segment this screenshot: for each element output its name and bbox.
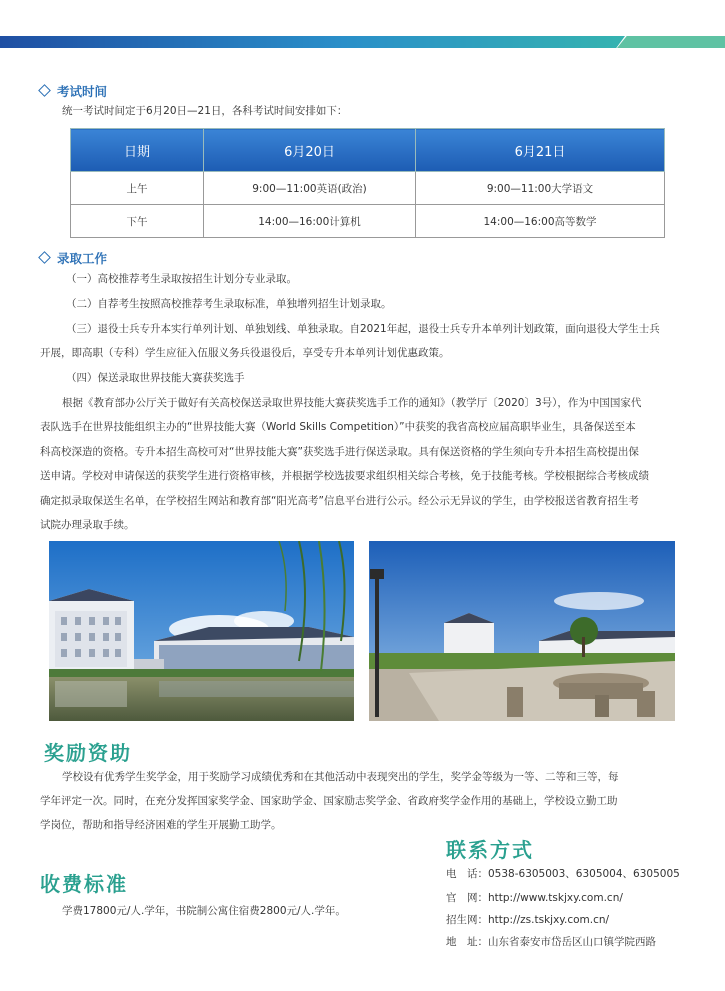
table-cell: 下午	[71, 205, 204, 238]
scholarship-line: 学年评定一次。同时，在充分发挥国家奖学金、国家助学金、国家励志奖学金、省政府奖学金作用的基础上，学校设立勤工助	[40, 795, 618, 807]
scholarship-line: 学岗位，帮助和指导经济困难的学生开展勤工助学。	[40, 819, 282, 831]
admission-item: （四）保送录取世界技能大赛获奖选手	[66, 372, 245, 384]
top-bar-accent	[617, 36, 725, 48]
table-cell: 9:00—11:00大学语文	[416, 172, 665, 205]
exam-time-intro: 统一考试时间定于6月20日—21日，各科考试时间安排如下：	[62, 105, 348, 117]
top-decorative-bar	[0, 36, 725, 48]
table-row	[71, 172, 665, 205]
admission-paragraph-line: 试院办理录取手续。	[40, 519, 135, 531]
table-header-cell: 6月20日	[204, 129, 416, 172]
table-header-cell: 6月21日	[416, 129, 665, 172]
admission-paragraph-line: 科高校深造的资格。专升本招生高校可对“世界技能大赛”获奖选手进行保送录取。具有保送资格的学生须向专升本招生高校提出保	[40, 446, 639, 458]
campus-photo-lake	[49, 541, 354, 721]
contact-address: 地 址：山东省泰安市岱岳区山口镇学院西路	[446, 936, 656, 948]
top-bar-gradient	[0, 36, 625, 48]
fees-text: 学费17800元/人.学年，书院制公寓住宿费2800元/人.学年。	[62, 905, 346, 917]
contact-heading: 联系方式	[446, 838, 534, 862]
exam-schedule-table	[70, 128, 665, 238]
table-cell: 9:00—11:00英语(政治)	[204, 172, 416, 205]
scholarship-heading: 奖励资助	[44, 741, 132, 765]
scholarship-line: 学校设有优秀学生奖学金，用于奖励学习成绩优秀和在其他活动中表现突出的学生，奖学金等级为一等、二等和三等，每	[62, 771, 619, 783]
contact-phone: 电 话：0538-6305003、6305004、6305005	[446, 868, 680, 880]
exam-time-heading: 考试时间	[40, 82, 107, 100]
admission-item: （二）自荐考生按照高校推荐考生录取标准，单独增列招生计划录取。	[66, 298, 392, 310]
admission-paragraph-line: 确定拟录取保送生名单，在学校招生网站和教育部“阳光高考”信息平台进行公示。经公示无异议的学生，由学校报送省教育招生考	[40, 495, 639, 507]
table-header-cell: 日期	[71, 129, 204, 172]
table-cell: 上午	[71, 172, 204, 205]
diamond-icon	[38, 251, 51, 264]
table-cell: 14:00—16:00高等数学	[416, 205, 665, 238]
admission-item: 开展，即高职（专科）学生应征入伍服义务兵役退役后，享受专升本单列计划优惠政策。	[40, 347, 450, 359]
admission-paragraph-line: 送申请。学校对申请保送的获奖学生进行资格审核，并根据学校选拔要求组织相关综合考核，免于技能考核。学校根据综合考核成绩	[40, 470, 649, 482]
admission-item: （三）退役士兵专升本实行单列计划、单独划线、单独录取。自2021年起，退役士兵专升本单列计划政策，面向退役大学生士兵	[66, 323, 660, 335]
diamond-icon	[38, 84, 51, 97]
table-header-row	[71, 129, 665, 172]
contact-admission-site[interactable]: 招生网：http://zs.tskjxy.com.cn/	[446, 914, 610, 926]
admission-paragraph-line: 表队选手在世界技能组织主办的“世界技能大赛（World Skills Competition）”中获奖的我省高校应届高职毕业生，具备保送至本	[40, 421, 636, 433]
fees-heading: 收费标准	[40, 872, 128, 896]
admission-paragraph-line: 根据《教育部办公厅关于做好有关高校保送录取世界技能大赛获奖选手工作的通知》（教学厅〔2020〕3号），作为中国国家代	[62, 397, 642, 409]
admission-heading: 录取工作	[40, 249, 107, 267]
campus-photo-plaza	[369, 541, 675, 721]
table-row	[71, 205, 665, 238]
table-cell: 14:00—16:00计算机	[204, 205, 416, 238]
admission-item: （一）高校推荐考生录取按招生计划分专业录取。	[66, 273, 297, 285]
contact-website[interactable]: 官 网：http://www.tskjxy.com.cn/	[446, 892, 623, 904]
